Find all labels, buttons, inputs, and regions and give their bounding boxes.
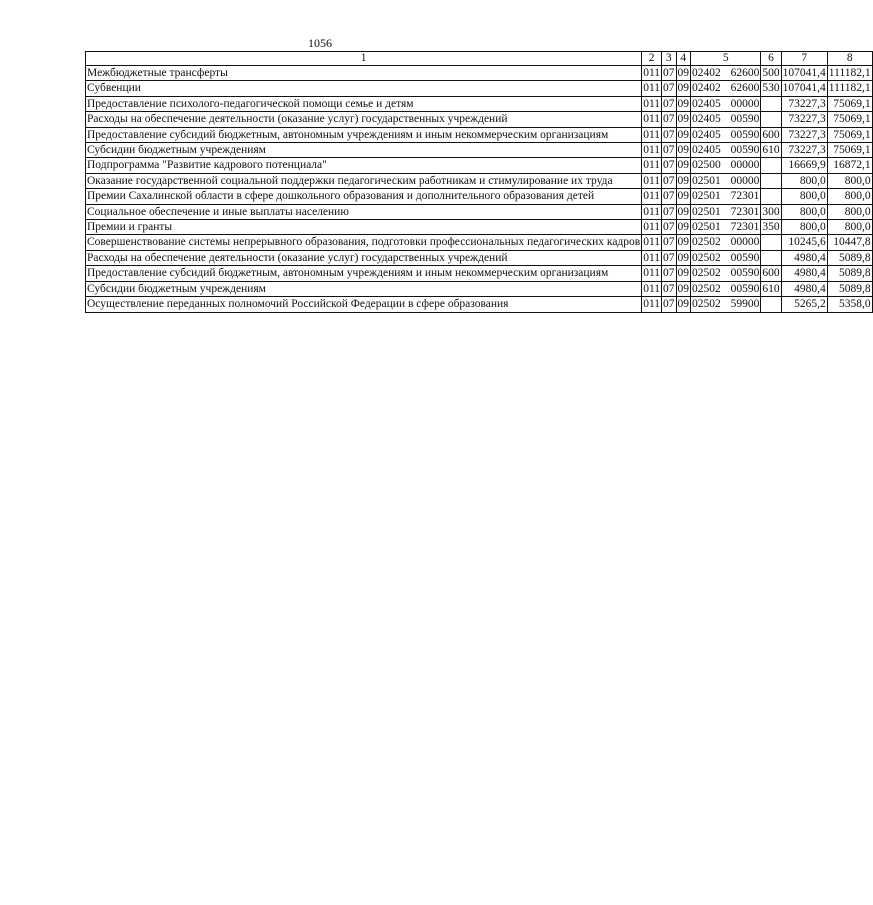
ministry-code: 011 [643,267,661,280]
subsection-code: 09 [677,267,690,280]
table-row [86,66,873,81]
expense-type-code: 600 [762,267,780,280]
table-row [86,81,873,96]
section-code: 07 [663,236,675,249]
table-row [86,96,873,111]
expense-type-code [761,297,781,312]
amount-year-1: 107041,4 [782,82,826,95]
subsection-code: 09 [677,97,690,110]
ministry-code: 011 [643,97,661,110]
subsection-code: 09 [677,298,690,311]
row-name: Премии Сахалинской области в сфере дошкольного образования и дополнительного образования детей [86,189,642,204]
table-row [86,250,873,265]
section-code: 07 [663,251,675,264]
amount-year-1: 107041,4 [782,67,826,79]
column-header: 6 [761,52,781,66]
subsection-code: 09 [677,82,690,95]
section-code: 07 [663,205,675,218]
row-name: Социальное обеспечение и иные выплаты населению [86,204,642,219]
table-row [86,297,873,312]
amount-year-1: 4980,4 [781,266,827,281]
table-row [86,189,873,204]
ministry-code: 011 [643,236,661,249]
row-name: Предоставление субсидий бюджетным, автономным учреждениям и иным некоммерческим организациям [86,127,642,142]
ministry-code: 011 [643,67,661,79]
amount-year-1: 73227,3 [781,112,827,127]
amount-year-2: 5089,8 [827,250,872,265]
target-article-code: 02405 00000 [692,97,760,110]
column-header: 3 [662,52,677,66]
row-name: Осуществление переданных полномочий Российской Федерации в сфере образования [86,297,642,312]
amount-year-2: 75069,1 [827,127,872,142]
row-name: Предоставление субсидий бюджетным, автономным учреждениям и иным некоммерческим организациям [86,266,642,281]
ministry-code: 011 [643,159,661,172]
amount-year-2: 75069,1 [827,143,872,158]
expense-type-code [761,173,781,188]
table-row [86,173,873,188]
column-number-row [86,52,873,66]
expense-type-code [761,250,781,265]
section-code: 07 [663,113,675,126]
subsection-code: 09 [677,236,690,249]
target-article-code: 02405 00590 [692,128,760,141]
ministry-code: 011 [643,251,661,264]
row-name: Расходы на обеспечение деятельности (оказание услуг) государственных учреждений [86,250,642,265]
ministry-code: 011 [643,174,661,187]
target-article-code: 02402 62600 [692,82,760,95]
ministry-code: 011 [643,282,661,295]
amount-year-2: 10447,8 [827,235,872,250]
subsection-code: 09 [677,251,690,264]
section-code: 07 [663,82,675,95]
subsection-code: 09 [677,67,690,79]
ministry-code: 011 [643,221,661,234]
target-article-code: 02502 00590 [692,251,760,264]
row-name: Совершенствование системы непрерывного образования, подготовки профессиональных педагогических кадров [87,236,641,249]
section-code: 07 [663,221,675,234]
ministry-code: 011 [643,113,661,126]
amount-year-1: 5265,2 [781,297,827,312]
ministry-code: 011 [643,128,661,141]
target-article-code: 02405 00590 [692,113,760,126]
amount-year-1: 800,0 [781,173,827,188]
table-row [86,143,873,158]
row-name: Субсидии бюджетным учреждениям [86,143,642,158]
expense-type-code: 350 [762,221,780,234]
amount-year-2: 800,0 [827,220,872,235]
subsection-code: 09 [677,128,690,141]
expense-type-code: 610 [762,144,780,157]
target-article-code: 02402 62600 [692,67,760,79]
expense-type-code [761,96,781,111]
table-body [86,66,873,313]
page-number: 1056 [308,36,332,50]
expense-type-code: 500 [762,67,780,79]
section-code: 07 [663,144,675,157]
ministry-code: 011 [643,298,661,311]
amount-year-1: 10245,6 [781,235,827,250]
ministry-code: 011 [643,190,661,203]
budget-table [85,51,873,313]
expense-type-code [761,158,781,173]
column-header: 4 [676,52,691,66]
amount-year-2: 111182,1 [828,82,871,95]
section-code: 07 [663,67,675,79]
section-code: 07 [663,282,675,295]
row-name: Предоставление психолого-педагогической помощи семье и детям [86,96,642,111]
expense-type-code: 300 [762,205,780,218]
target-article-code: 02501 72301 [692,221,760,234]
section-code: 07 [663,298,675,311]
ministry-code: 011 [643,82,661,95]
section-code: 07 [663,159,675,172]
ministry-code: 011 [643,205,661,218]
target-article-code: 02501 00000 [692,174,760,187]
target-article-code: 02500 00000 [692,159,760,172]
target-article-code: 02502 00000 [692,236,760,249]
table-row [86,158,873,173]
subsection-code: 09 [677,190,690,203]
amount-year-1: 73227,3 [781,143,827,158]
expense-type-code: 600 [762,128,780,141]
column-header: 2 [642,52,662,66]
subsection-code: 09 [677,159,690,172]
section-code: 07 [663,190,675,203]
amount-year-2: 800,0 [827,189,872,204]
table-row [86,266,873,281]
row-name: Расходы на обеспечение деятельности (оказание услуг) государственных учреждений [86,112,642,127]
amount-year-2: 800,0 [827,204,872,219]
column-header: 5 [691,52,761,66]
column-header: 7 [781,52,827,66]
subsection-code: 09 [677,144,690,157]
amount-year-1: 800,0 [781,220,827,235]
subsection-code: 09 [677,282,690,295]
subsection-code: 09 [677,205,690,218]
row-name: Субвенции [86,81,642,96]
subsection-code: 09 [677,174,690,187]
table-row [86,220,873,235]
row-name: Премии и гранты [86,220,642,235]
row-name: Субсидии бюджетным учреждениям [86,281,642,296]
amount-year-2: 75069,1 [827,96,872,111]
subsection-code: 09 [677,221,690,234]
target-article-code: 02502 00590 [692,282,760,295]
target-article-code: 02502 00590 [692,267,760,280]
amount-year-1: 73227,3 [781,127,827,142]
section-code: 07 [663,174,675,187]
amount-year-1: 73227,3 [781,96,827,111]
subsection-code: 09 [677,113,690,126]
table-row [86,281,873,296]
amount-year-1: 4980,4 [781,281,827,296]
amount-year-1: 800,0 [781,204,827,219]
expense-type-code [761,235,781,250]
row-name: Подпрограмма "Развитие кадрового потенциала" [86,158,642,173]
table-row [86,235,873,250]
table-row [86,204,873,219]
amount-year-2: 111182,1 [828,67,871,79]
target-article-code: 02502 59900 [692,298,760,311]
table-row [86,127,873,142]
column-header: 8 [827,52,872,66]
row-name: Межбюджетные трансферты [86,66,642,81]
section-code: 07 [663,128,675,141]
target-article-code: 02501 72301 [692,190,760,203]
amount-year-2: 800,0 [827,173,872,188]
amount-year-1: 16669,9 [781,158,827,173]
expense-type-code [761,189,781,204]
amount-year-1: 800,0 [781,189,827,204]
ministry-code: 011 [643,144,661,157]
expense-type-code: 610 [762,282,780,295]
amount-year-1: 4980,4 [781,250,827,265]
amount-year-2: 5358,0 [827,297,872,312]
expense-type-code: 530 [762,82,780,95]
amount-year-2: 16872,1 [827,158,872,173]
table-row [86,112,873,127]
amount-year-2: 5089,8 [827,266,872,281]
target-article-code: 02405 00590 [692,144,760,157]
row-name: Оказание государственной социальной поддержки педагогическим работникам и стимулирование их труда [86,173,642,188]
column-header: 1 [86,52,642,66]
section-code: 07 [663,267,675,280]
section-code: 07 [663,97,675,110]
expense-type-code [761,112,781,127]
amount-year-2: 75069,1 [827,112,872,127]
target-article-code: 02501 72301 [692,205,760,218]
amount-year-2: 5089,8 [827,281,872,296]
